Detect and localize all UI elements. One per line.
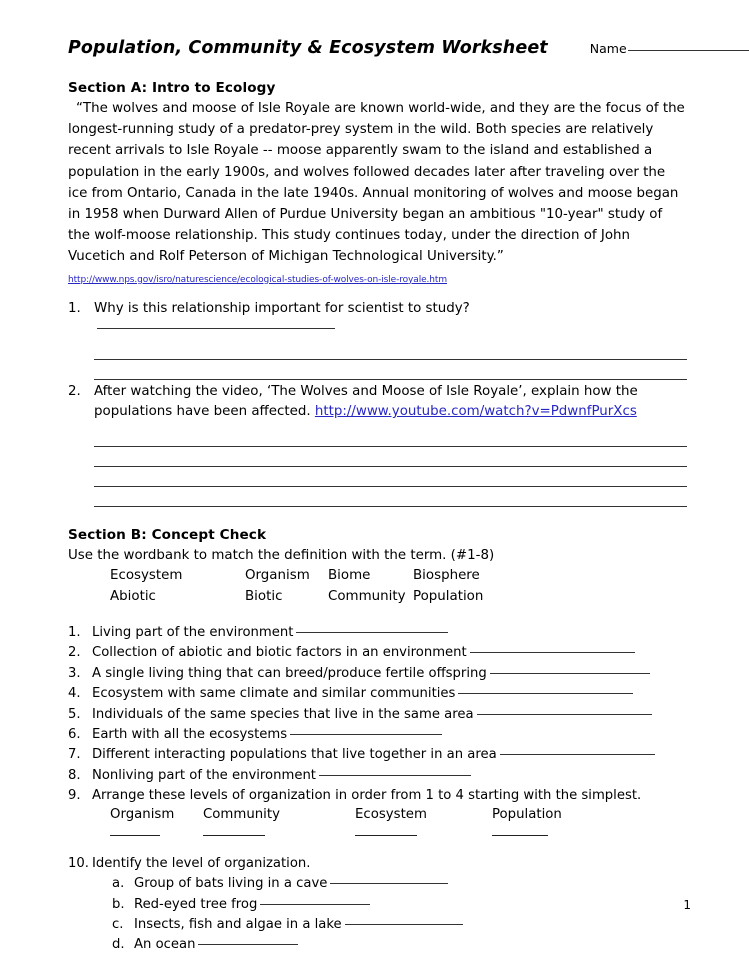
section-a-passage [68, 98, 688, 291]
concept-check-number: 8. [68, 767, 81, 783]
concept-check-number: 7. [68, 747, 81, 763]
concept-check-text: Nonliving part of the environment [92, 767, 316, 783]
wordbank-term: Biosphere [413, 568, 480, 584]
identify-sub-blank[interactable] [260, 904, 370, 905]
question-2-video-link[interactable]: http://www.youtube.com/watch?v=PdwnfPurXcs [314, 404, 637, 420]
concept-check-number: 2. [68, 645, 81, 661]
section-b-heading: Section B: Concept Check [68, 526, 267, 543]
section-b-instruction: Use the wordbank to match the definition with the term. (#1-8) [68, 547, 495, 563]
identify-sub-label: a. [112, 876, 125, 892]
wordbank-term: Biome [328, 568, 371, 584]
concept-check-number: 4. [68, 686, 81, 702]
concept-check-blank[interactable] [290, 734, 442, 735]
answer-line[interactable] [94, 447, 687, 467]
identify-sub-label: c. [112, 916, 124, 932]
wordbank-term: Population [413, 588, 484, 604]
page-header [68, 38, 688, 58]
identify-sub-text: Red-eyed tree frog [134, 896, 258, 912]
wordbank [110, 566, 688, 607]
answer-line[interactable] [94, 340, 687, 360]
wordbank-term: Biotic [245, 588, 283, 604]
worksheet-content [68, 80, 688, 956]
concept-check-item [68, 725, 688, 745]
ordering-terms [110, 807, 688, 828]
wordbank-term: Ecosystem [110, 568, 183, 584]
answer-line[interactable] [94, 467, 687, 487]
identify-sub-blank[interactable] [330, 883, 448, 884]
question-2-answer-lines [94, 427, 688, 507]
answer-line[interactable] [94, 487, 687, 507]
name-field-group [590, 41, 749, 56]
concept-check-item [68, 705, 688, 725]
ordering-question-number: 9. [68, 788, 81, 804]
question-2 [68, 382, 688, 423]
concept-check-text: Collection of abiotic and biotic factors in an environment [92, 645, 467, 661]
ordering-term: Ecosystem [355, 806, 427, 822]
concept-check-blank[interactable] [470, 652, 635, 653]
wordbank-term: Abiotic [110, 588, 156, 604]
question-1-number: 1. [68, 300, 81, 316]
section-a-questions [68, 299, 688, 507]
passage-source-link[interactable]: http://www.nps.gov/isro/naturescience/ecological-studies-of-wolves-on-isle-royale.htm [68, 274, 447, 285]
concept-check-text: Ecosystem with same climate and similar communities [92, 686, 456, 702]
ordering-question [68, 786, 688, 806]
passage-text: “The wolves and moose of Isle Royale are known world-wide, and they are the focus of the longest-running study of a predator-prey system in the wild. Both species are relatively recent arrivals to Isle Royale -- moose apparently swam to the island and established a population in the early 1900s, and wolves followed decades later after traveling over the ice from Ontario, Canada in the late 1940s. Annual monitoring of wolves and moose began in 1958 when Durward Allen of Purdue University began an ambitious "10-year" study of the wolf-moose relationship. This study continues today, under the direction of John Vucetich and Rolf Peterson of Michigan Technological University.” [68, 101, 685, 265]
concept-check-blank[interactable] [458, 693, 633, 694]
identify-sub-text: Insects, fish and algae in a lake [134, 916, 342, 932]
question-2-text: After watching the video, ‘The Wolves and Moose of Isle Royale’, explain how the populations have been affected. [94, 383, 638, 420]
concept-check-number: 6. [68, 727, 81, 743]
answer-line[interactable] [94, 427, 687, 447]
ordering-blank[interactable] [110, 834, 160, 836]
concept-check-number: 1. [68, 625, 81, 641]
identify-sub-item [112, 935, 688, 955]
identify-sub-blank[interactable] [345, 924, 463, 925]
concept-check-blank[interactable] [296, 632, 448, 633]
concept-check-blank[interactable] [490, 673, 650, 674]
wordbank-term: Community [328, 588, 406, 604]
question-1-blank[interactable] [97, 328, 335, 329]
identify-sub-item [112, 915, 688, 935]
concept-check-item [68, 684, 688, 704]
page-number: 1 [683, 898, 691, 912]
concept-check-blank[interactable] [477, 714, 652, 715]
ordering-blank[interactable] [203, 834, 265, 836]
identify-sub-text: Group of bats living in a cave [134, 876, 328, 892]
identify-sub-list [112, 874, 688, 956]
concept-check-number: 3. [68, 665, 81, 681]
wordbank-row-2 [110, 587, 688, 608]
concept-check-item [68, 745, 688, 765]
name-label: Name [589, 41, 627, 56]
identify-sub-item [112, 895, 688, 915]
identify-question-number: 10. [68, 855, 89, 871]
question-1-answer-lines [94, 340, 688, 380]
concept-check-item [68, 766, 688, 786]
concept-check-text: Earth with all the ecosystems [92, 727, 288, 743]
wordbank-term: Organism [245, 568, 310, 584]
ordering-blank[interactable] [492, 834, 548, 836]
question-1-text: Why is this relationship important for scientist to study? [94, 300, 470, 316]
ordering-term: Population [492, 806, 562, 822]
identify-sub-item [112, 874, 688, 894]
identify-sub-text: An ocean [134, 937, 196, 953]
section-a-heading: Section A: Intro to Ecology [68, 80, 276, 96]
ordering-blank[interactable] [355, 834, 417, 836]
concept-check-number: 5. [68, 706, 81, 722]
concept-check-text: Living part of the environment [92, 625, 294, 641]
identify-sub-label: d. [112, 937, 125, 953]
concept-check-text: Different interacting populations that live together in an area [92, 747, 497, 763]
wordbank-row-1 [110, 566, 688, 587]
question-1 [68, 299, 688, 340]
concept-check-blank[interactable] [319, 775, 471, 776]
concept-check-item [68, 623, 688, 643]
identify-question [68, 854, 688, 874]
concept-check-list [68, 623, 688, 786]
ordering-term: Community [203, 806, 280, 822]
ordering-question-text: Arrange these levels of organization in order from 1 to 4 starting with the simplest. [92, 788, 642, 804]
concept-check-blank[interactable] [500, 754, 655, 755]
identify-question-text: Identify the level of organization. [92, 855, 311, 871]
ordering-term: Organism [110, 806, 175, 822]
name-input-line[interactable] [628, 50, 749, 51]
concept-check-text: A single living thing that can breed/produce fertile offspring [92, 665, 487, 681]
identify-sub-label: b. [112, 896, 125, 912]
concept-check-text: Individuals of the same species that live in the same area [92, 706, 474, 722]
ordering-blanks [110, 828, 688, 846]
page-title: Population, Community & Ecosystem Worksheet [68, 38, 548, 58]
concept-check-item [68, 643, 688, 663]
question-2-number: 2. [68, 383, 81, 399]
answer-line[interactable] [94, 360, 687, 380]
identify-sub-blank[interactable] [198, 944, 298, 945]
concept-check-item [68, 664, 688, 684]
